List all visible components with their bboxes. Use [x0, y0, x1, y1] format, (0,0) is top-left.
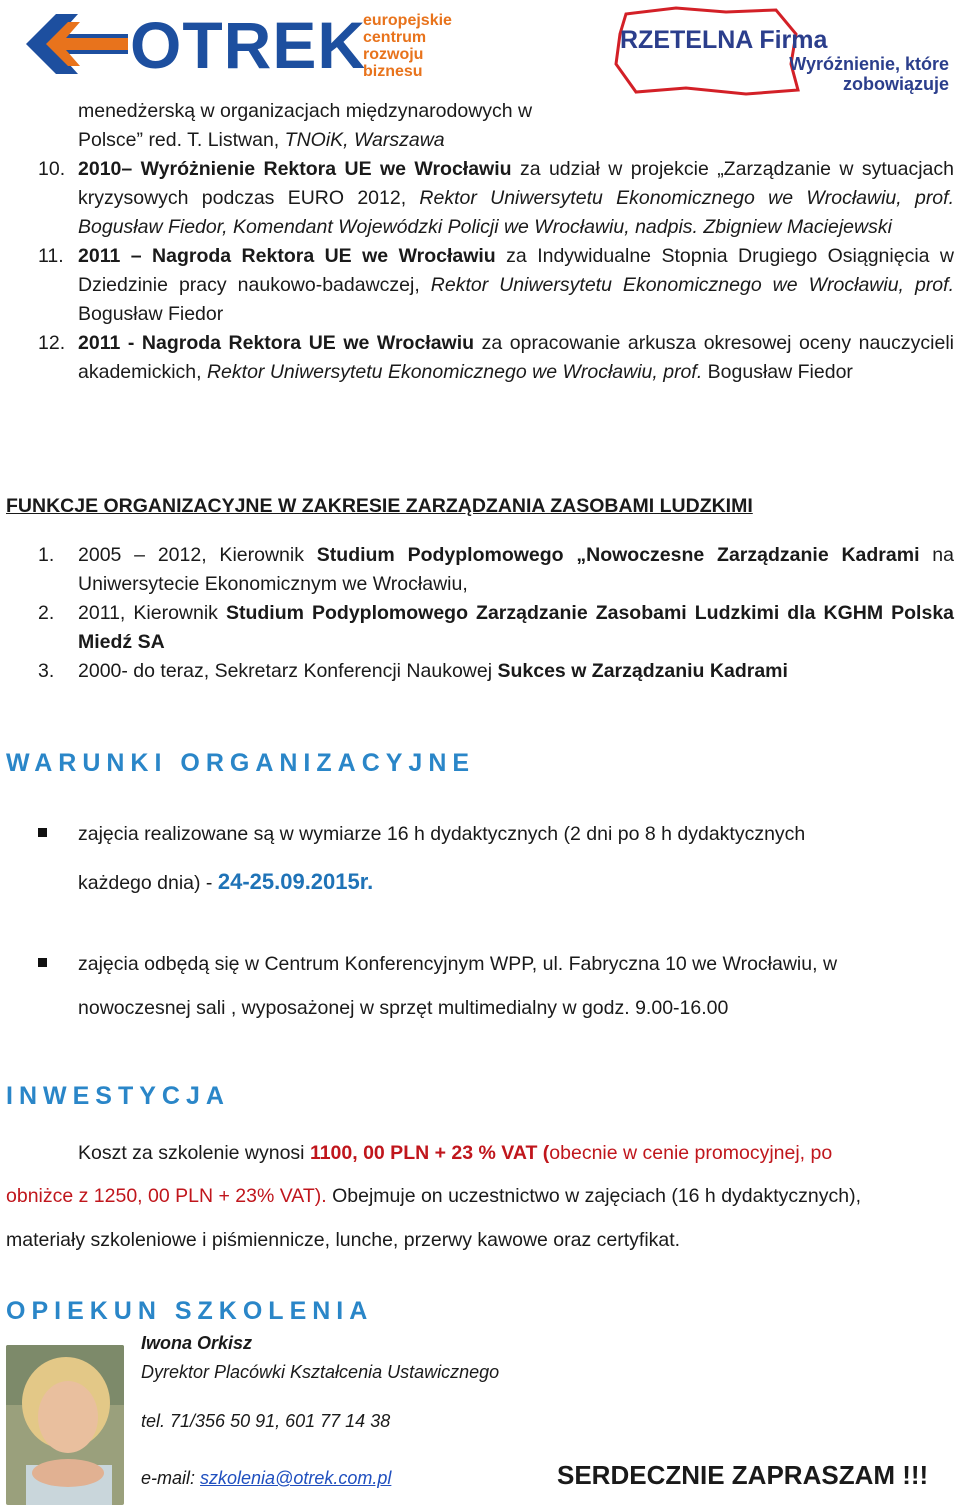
functions-list: [38, 541, 954, 686]
investment-heading: INWESTYCJA: [6, 1082, 230, 1110]
supervisor-photo: [6, 1345, 124, 1505]
bullet-2: [0, 950, 960, 1030]
award-item-12: [38, 329, 954, 387]
bullet-text: zajęcia realizowane są w wymiarze 16 h dydaktycznych (2 dni po 8 h dydaktycznych: [78, 823, 806, 845]
text-span: Bogusław Fiedor: [78, 303, 224, 325]
otrek-wordmark: OTREK: [130, 8, 366, 82]
investment-line-3: materiały szkoleniowe i piśmiennicze, lunche, przerwy kawowe oraz certyfikat.: [6, 1229, 681, 1251]
text-span: Rektor Uniwersytetu Ekonomicznego we Wrocławiu, prof.: [206, 361, 703, 383]
supervisor-name: Iwona Orkisz: [141, 1333, 253, 1353]
award-continuation: [38, 97, 954, 155]
text-span: za udział w projekcie „Zarządzanie w sytuacjach kryzysowych podczas EURO 2012,: [78, 158, 954, 209]
otrek-arrow-icon: [18, 6, 138, 84]
bullet-square-icon: [38, 958, 47, 967]
tagline-line: centrum: [363, 29, 427, 46]
bullet-text-line2: nowoczesnej sali , wyposażonej w sprzęt multimedialny w godz. 9.00-16.00: [78, 997, 729, 1019]
text-span: za Indywidualne Stopnia Drugiego Osiągnięcia w Dziedzinie pracy naukowo-badawczej,: [78, 245, 955, 296]
bullet-square-icon: [38, 828, 47, 837]
function-item-2: [38, 599, 954, 657]
investment-line-2: [6, 1182, 861, 1211]
organizational-heading: WARUNKI ORGANIZACYJNE: [6, 749, 476, 777]
bullet-1: [0, 820, 960, 900]
item-number: 10.: [38, 158, 66, 180]
badge-line: Wyróżnienie, które: [789, 54, 949, 74]
badge-line: zobowiązuje: [842, 74, 949, 94]
investment-line-1: [78, 1139, 832, 1168]
bullet-text-line2: [78, 867, 373, 898]
item-number: 11.: [38, 245, 64, 267]
tagline-line: biznesu: [363, 63, 423, 80]
text-span: 2011 – Nagroda Rektora UE we Wrocławiu: [78, 245, 496, 267]
promo-text: obniżce z 1250, 00 PLN + 23% VAT).: [6, 1185, 327, 1207]
functions-heading: FUNKCJE ORGANIZACYJNE W ZAKRESIE ZARZĄDZANIA ZASOBAMI LUDZKIMI: [6, 495, 753, 517]
email-label: e-mail:: [141, 1468, 201, 1488]
tagline-line: rozwoju: [363, 46, 424, 63]
item-number: 1.: [38, 544, 55, 566]
tagline-line: europejskie: [363, 12, 452, 29]
text-span: 2005 – 2012, Kierownik: [78, 544, 317, 566]
price-highlight: 1100, 00 PLN + 23 % VAT (: [309, 1142, 550, 1164]
award-item-10: [38, 155, 954, 242]
text-span: TNOiK, Warszawa: [284, 129, 445, 151]
function-item-3: [38, 657, 954, 686]
email-link[interactable]: szkolenia@otrek.com.pl: [200, 1468, 392, 1488]
text-span: każdego dnia) -: [78, 872, 218, 894]
otrek-logo: [18, 6, 458, 84]
awards-list: [38, 97, 954, 387]
award-item-11: [38, 242, 954, 329]
text-span: Bogusław Fiedor: [702, 361, 853, 383]
text-line: menedżerską w organizacjach międzynarodowych w: [78, 100, 533, 122]
text-span: Studium Podyplomowego „Nowoczesne Zarządzanie Kadrami: [316, 544, 920, 566]
item-number: 2.: [38, 602, 55, 624]
supervisor-role: Dyrektor Placówki Kształcenia Ustawicznego: [141, 1362, 500, 1382]
text-span: 2011, Kierownik: [78, 602, 226, 624]
text-span: 2000- do teraz, Sekretarz Konferencji Naukowej: [78, 660, 498, 682]
text-span: na Uniwersytecie Ekonomicznym we Wrocławiu,: [78, 544, 954, 595]
text-span: Rektor Uniwersytetu Ekonomicznego we Wrocławiu, prof.: [430, 274, 954, 296]
portrait-photo: [6, 1345, 124, 1505]
text-span: 2011 - Nagroda Rektora UE we Wrocławiu: [78, 332, 475, 354]
rzetelna-firma-badge: [606, 4, 956, 96]
text-line: [78, 126, 954, 155]
function-item-1: [38, 541, 954, 599]
text-span: za opracowanie arkusza okresowej oceny nauczycieli akademickich,: [78, 332, 954, 383]
supervisor-heading: OPIEKUN SZKOLENIA: [6, 1297, 374, 1325]
badge-title: RZETELNA Firma: [620, 26, 828, 54]
text-span: Koszt za szkolenie wynosi: [78, 1142, 310, 1164]
text-span: Polsce” red. T. Listwan,: [78, 129, 285, 151]
text-span: Studium Podyplomowego Zarządzanie Zasobami Ludzkimi dla KGHM Polska Miedź SA: [78, 602, 955, 653]
promo-text: obecnie w cenie promocyjnej, po: [549, 1142, 833, 1164]
otrek-tagline: [363, 12, 452, 80]
item-number: 12.: [38, 332, 66, 354]
item-number: 3.: [38, 660, 55, 682]
text-span: Rektor Uniwersytetu Ekonomicznego we Wrocławiu, prof. Bogusław Fiedor, Komendant Wojewódzki Policji we Wrocławiu, nadpis. Zbigniew Maciejewski: [78, 187, 954, 238]
closing-text: SERDECZNIE ZAPRASZAM !!!: [557, 1460, 929, 1490]
text-span: Sukces w Zarządzaniu Kadrami: [497, 660, 788, 682]
text-span: Obejmuje on uczestnictwo w zajęciach (16 h dydaktycznych),: [326, 1185, 861, 1207]
date-highlight: 24-25.09.2015r.: [217, 869, 374, 894]
supervisor-email-line: [141, 1468, 391, 1489]
bullet-text: zajęcia odbędą się w Centrum Konferencyjnym WPP, ul. Fabryczna 10 we Wrocławiu, w: [78, 953, 838, 975]
supervisor-phone: tel. 71/356 50 91, 601 77 14 38: [141, 1411, 391, 1431]
text-span: 2010– Wyróżnienie Rektora UE we Wrocławiu: [78, 158, 512, 180]
badge-subtitle: [754, 54, 949, 94]
